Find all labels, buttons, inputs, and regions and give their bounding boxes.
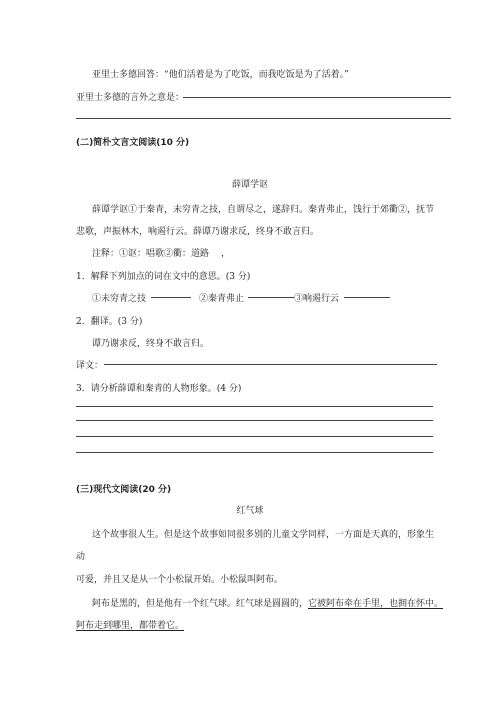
q2-sentence: 谭乃谢求反，终身不敢言归。 (92, 339, 210, 349)
passage-text: 可爱，并且又是从一个小松鼠开始。小松鼠叫阿布。 (76, 575, 284, 585)
section-heading: (二)简朴文言文阅读(10 分) (76, 138, 190, 148)
passage-text: 这个故事很人生。但是这个故事如同很多别的儿童文学同样，一方面是天真的，形象生 (92, 530, 435, 540)
aristotle-prompt: 亚里士多德的言外之意是： (76, 93, 185, 103)
underlined-sentence: 阿布走到哪里，都带着它。 (76, 621, 185, 631)
passage-text (92, 596, 443, 609)
answer-line[interactable] (183, 97, 451, 98)
notes-text: 注释：①讴：唱歌②衢：道路 (92, 249, 210, 259)
answer-line[interactable] (76, 436, 433, 437)
question-2: 2．翻译。(3 分) (76, 317, 143, 327)
notes-tail: ， (221, 249, 231, 259)
q1-item-c: ③响遏行云 (294, 294, 340, 304)
answer-line[interactable] (76, 452, 433, 453)
para-plain: 阿布是黑的，但是他有一个红气球。红气球是圆圆的， (92, 599, 309, 609)
passage-text: 动 (76, 552, 86, 562)
aristotle-quote: 亚里士多德回答：“他们活着是为了吃饭，而我吃饭是为了活着。” (92, 70, 349, 80)
passage-text: 悲歌，声振林木，响遏行云。薛谭乃谢求反，终身不敢言归。 (76, 227, 320, 237)
answer-blank[interactable] (151, 297, 191, 298)
answer-line[interactable] (76, 406, 433, 407)
answer-blank[interactable] (344, 297, 390, 298)
passage-title: 红气球 (236, 506, 264, 516)
translation-label: 译文： (76, 361, 104, 371)
passage-text: 薛谭学讴①于秦青，未穷青之技，自谓尽之，遂辞归。秦青弗止，饯行于郊衢②，抚节 (92, 205, 435, 215)
answer-line[interactable] (76, 118, 451, 119)
answer-blank[interactable] (248, 297, 294, 298)
answer-line[interactable] (104, 364, 437, 365)
q1-item-a: ①未穷青之技 (92, 294, 147, 304)
question-3: 3．请分析薛谭和秦青的人物形象。(4 分) (76, 384, 242, 394)
passage-title: 薛谭学讴 (231, 180, 268, 190)
passage-notes (92, 246, 230, 259)
underlined-sentence: 它被阿布牵在手里，也拥在怀中。 (308, 599, 444, 609)
section-heading: (三)现代文阅读(20 分) (76, 485, 172, 495)
question-1: 1．解释下列加点的词在文中的意思。(3 分) (76, 272, 251, 282)
q1-item-b: ②秦青弗止 (199, 294, 245, 304)
answer-line[interactable] (76, 420, 433, 421)
